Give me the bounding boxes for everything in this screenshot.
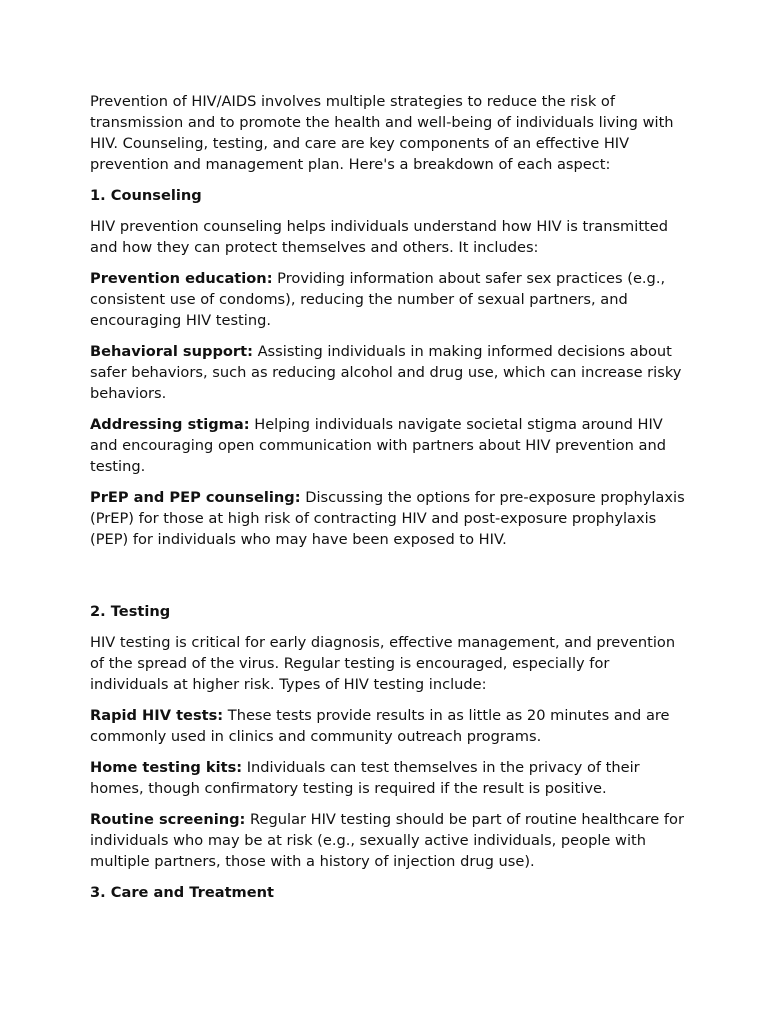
section-heading: 1. Counseling bbox=[90, 187, 202, 204]
item-text: Regular HIV testing should be part of routine healthcare for individuals who may be at risk (e.g., sexually active individuals, people with multiple partners, those with a history of injection drug use). bbox=[90, 811, 684, 870]
section-testing bbox=[90, 601, 690, 872]
item-text: Individuals can test themselves in the privacy of their homes, though confirmatory testing is required if the result is positive. bbox=[90, 759, 640, 797]
item-term: Addressing stigma: bbox=[90, 416, 250, 433]
list-item bbox=[90, 414, 690, 477]
item-term: PrEP and PEP counseling: bbox=[90, 489, 301, 506]
section-intro: HIV prevention counseling helps individuals understand how HIV is transmitted and how they can protect themselves and others. It includes: bbox=[90, 218, 669, 256]
item-text: These tests provide results in as little as 20 minutes and are commonly used in clinics and community outreach programs. bbox=[90, 707, 670, 745]
section-care-and-treatment bbox=[90, 882, 690, 903]
item-text: Discussing the options for pre-exposure prophylaxis (PrEP) for those at high risk of contracting HIV and post-exposure prophylaxis (PEP) for individuals who may have been exposed to HIV. bbox=[90, 489, 685, 548]
section-heading: 2. Testing bbox=[90, 603, 171, 620]
list-item bbox=[90, 757, 690, 799]
item-text: Helping individuals navigate societal stigma around HIV and encouraging open communication with partners about HIV prevention and testing. bbox=[90, 416, 666, 475]
intro-paragraph: Prevention of HIV/AIDS involves multiple strategies to reduce the risk of transmission and to promote the health and well-being of individuals living with HIV. Counseling, testing, and care are key components of an effective HIV prevention and management plan. Here's a breakdown of each aspect: bbox=[90, 93, 674, 173]
item-term: Prevention education: bbox=[90, 270, 273, 287]
list-item bbox=[90, 809, 690, 872]
list-item bbox=[90, 705, 690, 747]
document-body bbox=[90, 91, 690, 913]
item-term: Home testing kits: bbox=[90, 759, 243, 776]
list-item bbox=[90, 487, 690, 550]
item-text: Providing information about safer sex practices (e.g., consistent use of condoms), reducing the number of sexual partners, and encouraging HIV testing. bbox=[90, 270, 666, 329]
item-term: Routine screening: bbox=[90, 811, 246, 828]
list-item bbox=[90, 341, 690, 404]
section-intro: HIV testing is critical for early diagnosis, effective management, and prevention of the spread of the virus. Regular testing is encouraged, especially for individuals at higher risk. Types of HIV testing include: bbox=[90, 634, 676, 693]
list-item bbox=[90, 268, 690, 331]
section-counseling bbox=[90, 185, 690, 550]
item-term: Rapid HIV tests: bbox=[90, 707, 224, 724]
item-term: Behavioral support: bbox=[90, 343, 253, 360]
item-text: Assisting individuals in making informed decisions about safer behaviors, such as reducing alcohol and drug use, which can increase risky behaviors. bbox=[90, 343, 682, 402]
section-heading: 3. Care and Treatment bbox=[90, 884, 275, 901]
section-spacer bbox=[90, 560, 690, 601]
